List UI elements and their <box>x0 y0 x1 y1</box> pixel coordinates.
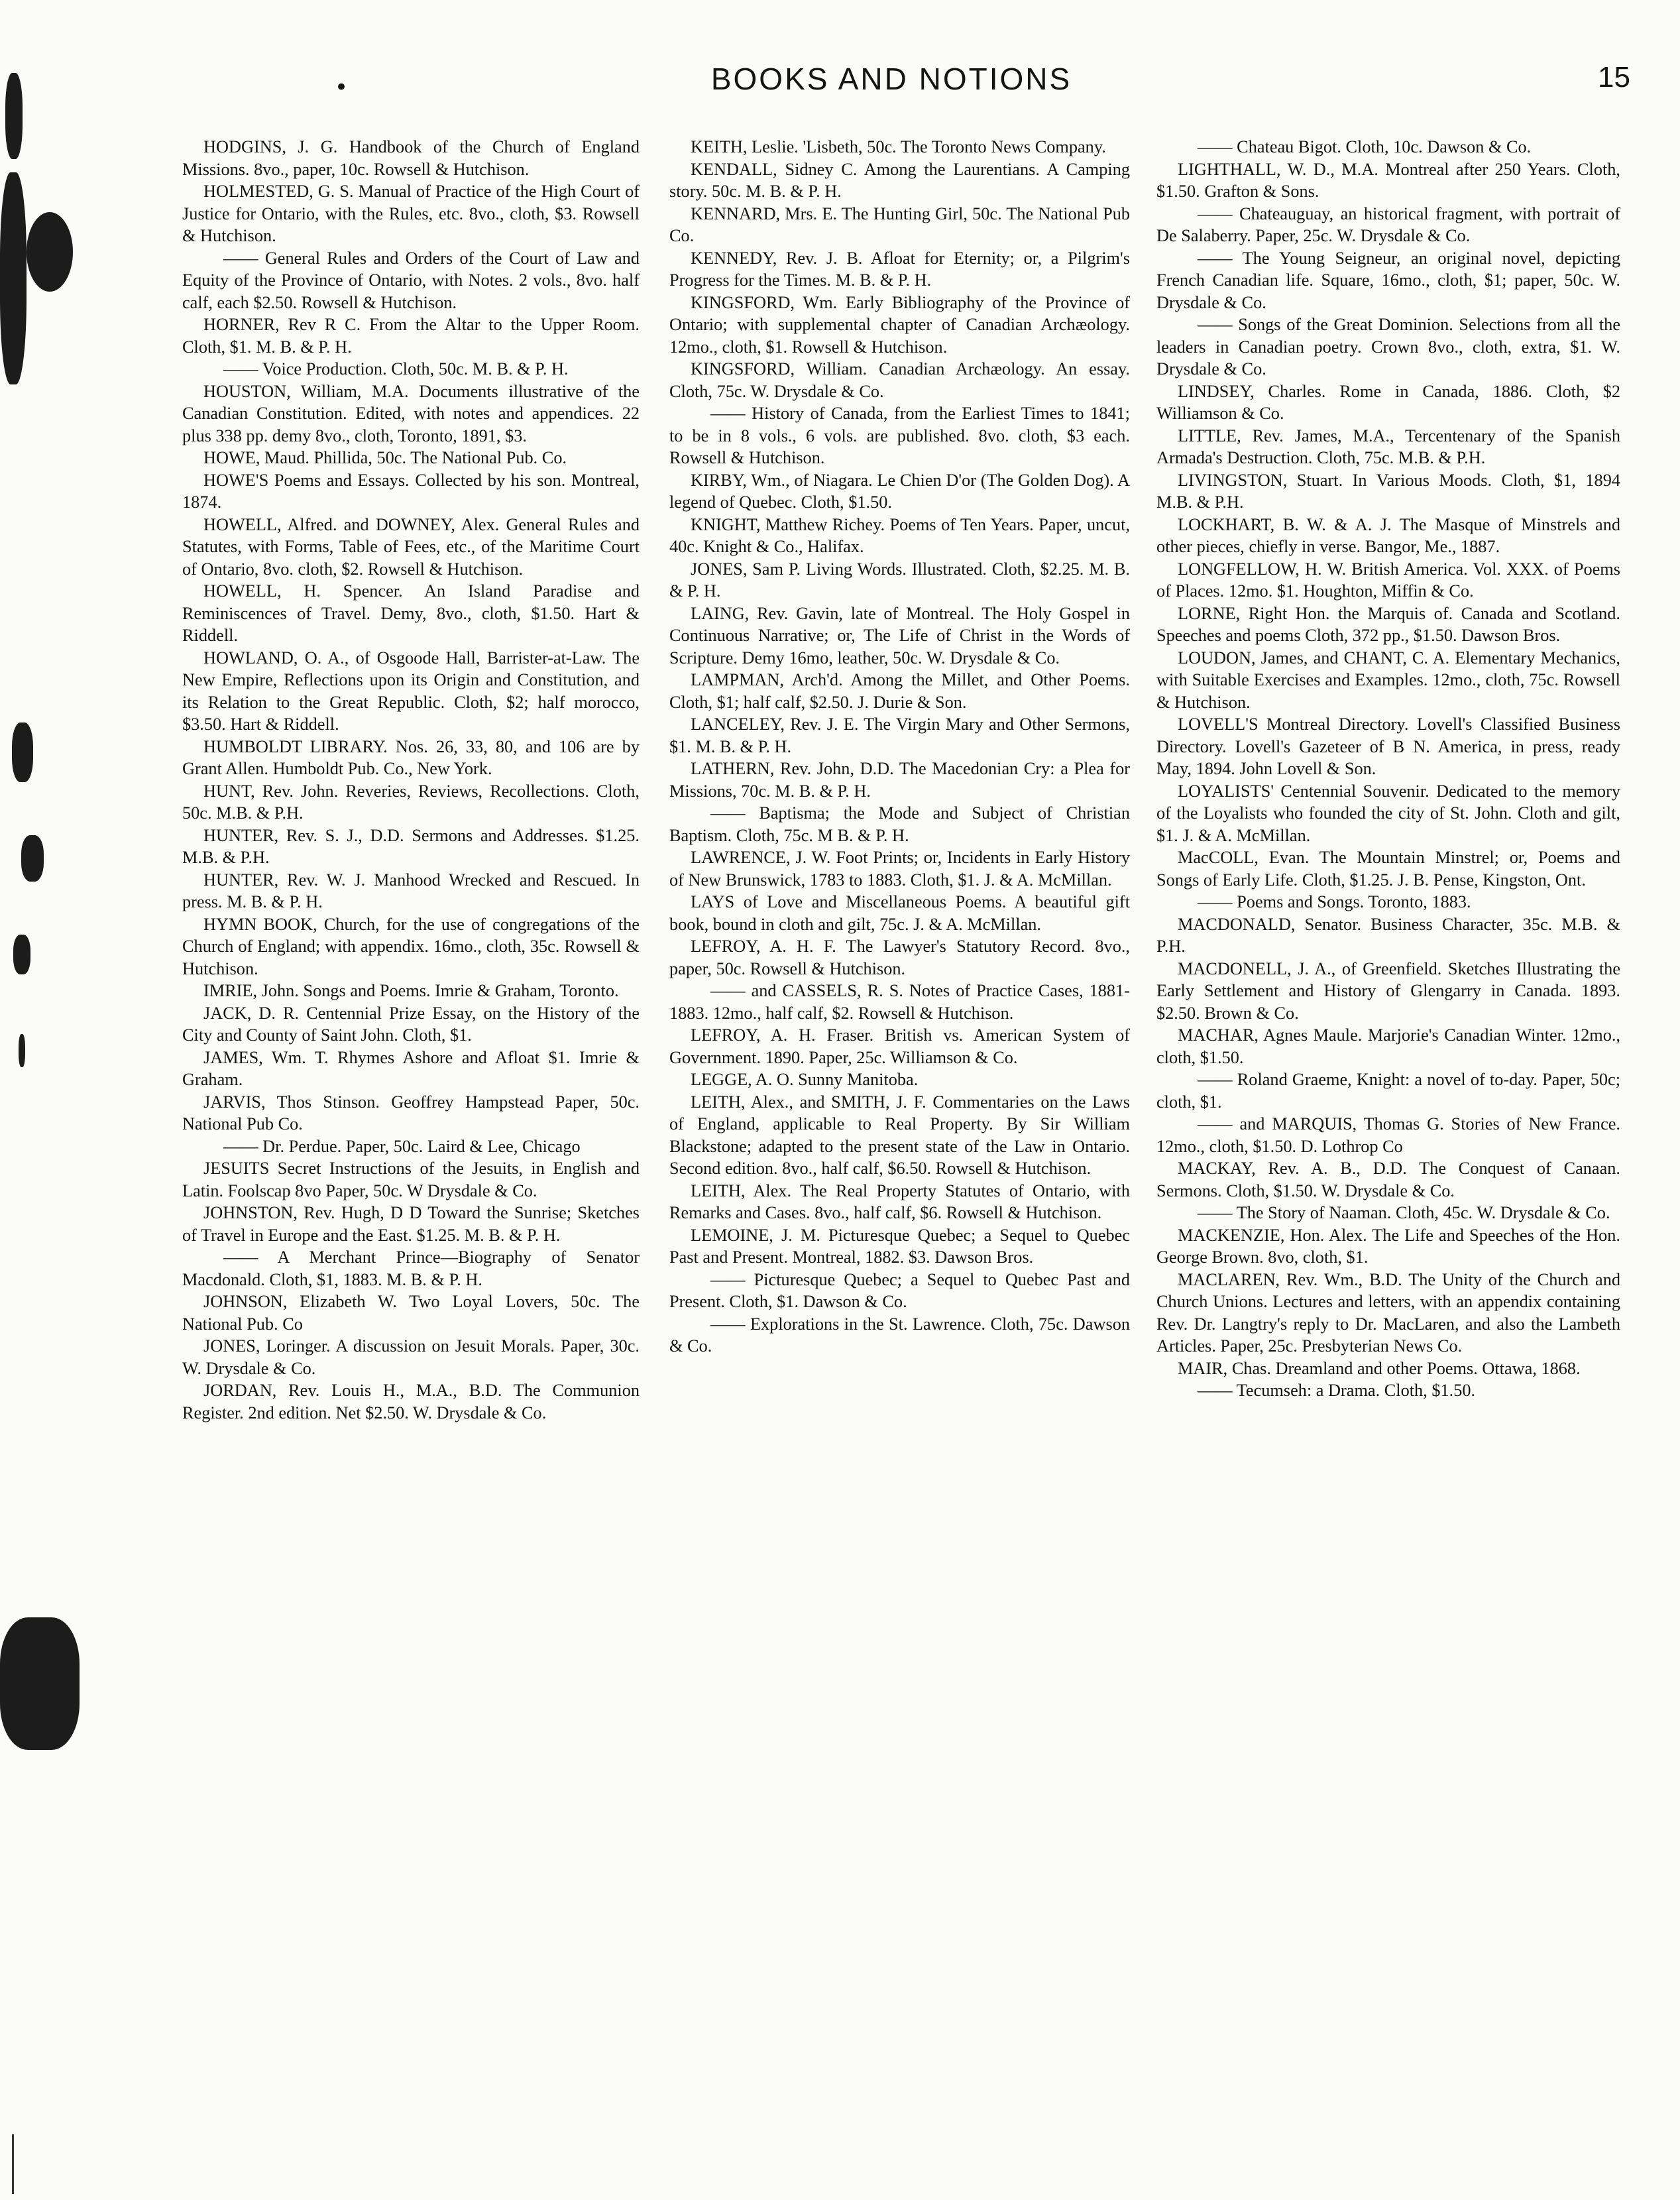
catalog-entry: —— The Young Seigneur, an original novel, depicting French Canadian life. Square, 16mo., cloth, $1; paper, 50c. W. Drysdale & Co. <box>1156 248 1620 312</box>
running-title: BOOKS AND NOTIONS <box>710 62 1072 96</box>
catalog-entry: LATHERN, Rev. John, D.D. The Macedonian Cry: a Plea for Missions, 70c. M. B. & P. H. <box>669 759 1130 801</box>
catalog-entry: LEGGE, A. O. Sunny Manitoba. <box>691 1070 919 1089</box>
catalog-entry: JONES, Sam P. Living Words. Illustrated. Cloth, $2.25. M. B. & P. H. <box>669 559 1130 601</box>
catalog-entry: —— The Story of Naaman. Cloth, 45c. W. Drysdale & Co. <box>1198 1203 1610 1222</box>
catalog-entry: —— Roland Graeme, Knight: a novel of to-day. Paper, 50c; cloth, $1. <box>1156 1070 1620 1112</box>
column-2 <box>669 136 1130 2164</box>
catalog-entry: LIGHTHALL, W. D., M.A. Montreal after 250 Years. Cloth, $1.50. Grafton & Sons. <box>1156 159 1620 201</box>
catalog-entry: —— History of Canada, from the Earliest Times to 1841; to be in 8 vols., 6 vols. are published. 8vo. cloth, $3 each. Rowsell & Hutchison. <box>669 404 1130 467</box>
catalog-entry: —— A Merchant Prince—Biography of Senator Macdonald. Cloth, $1, 1883. M. B. & P. H. <box>182 1247 640 1289</box>
catalog-entry: —— Explorations in the St. Lawrence. Cloth, 75c. Dawson & Co. <box>669 1314 1130 1356</box>
catalog-entry: KEITH, Leslie. 'Lisbeth, 50c. The Toronto News Company. <box>691 137 1106 156</box>
catalog-entry: LANCELEY, Rev. J. E. The Virgin Mary and Other Sermons, $1. M. B. & P. H. <box>669 715 1130 756</box>
catalog-entry: LEMOINE, J. M. Picturesque Quebec; a Sequel to Quebec Past and Present. Montreal, 1882. $3. Dawson Bros. <box>669 1225 1130 1267</box>
catalog-entry: JORDAN, Rev. Louis H., M.A., B.D. The Communion Register. 2nd edition. Net $2.50. W. Drysdale & Co. <box>182 1381 640 1422</box>
catalog-entry: JOHNSON, Elizabeth W. Two Loyal Lovers, 50c. The National Pub. Co <box>182 1292 640 1334</box>
catalog-entry: MACDONELL, J. A., of Greenfield. Sketches Illustrating the Early Settlement and History of Glengarry in Canada. 1893. $2.50. Brown & Co. <box>1156 958 1620 1023</box>
catalog-entry: HOUSTON, William, M.A. Documents illustrative of the Canadian Constitution. Edited, with notes and appendices. 22 plus 338 pp. demy 8vo., cloth, Toronto, 1891, $3. <box>182 381 640 445</box>
catalog-entry: HOLMESTED, G. S. Manual of Practice of the High Court of Justice for Ontario, with the Rules, etc. 8vo., cloth, $3. Rowsell & Hutchison. <box>182 182 640 245</box>
catalog-entry: LOUDON, James, and CHANT, C. A. Elementary Mechanics, with Suitable Exercises and Examples. 12mo., cloth, 75c. Rowsell & Hutchison. <box>1156 648 1620 712</box>
catalog-entry: HORNER, Rev R C. From the Altar to the Upper Room. Cloth, $1. M. B. & P. H. <box>182 315 640 357</box>
catalog-entry: LAWRENCE, J. W. Foot Prints; or, Incidents in Early History of New Brunswick, 1783 to 1883. Cloth, $1. J. & A. McMillan. <box>669 848 1130 890</box>
catalog-entry: KENNEDY, Rev. J. B. Afloat for Eternity; or, a Pilgrim's Progress for the Times. M. B. & P. H. <box>669 248 1130 290</box>
catalog-entry: LORNE, Right Hon. the Marquis of. Canada and Scotland. Speeches and poems Cloth, 372 pp., $1.50. Dawson Bros. <box>1156 603 1620 645</box>
catalog-entry: HODGINS, J. G. Handbook of the Church of England Missions. 8vo., paper, 10c. Rowsell & Hutchison. <box>182 137 640 179</box>
catalog-entry: KENNARD, Mrs. E. The Hunting Girl, 50c. The National Pub Co. <box>669 203 1130 245</box>
catalog-entry: MACDONALD, Senator. Business Character, 35c. M.B. & P.H. <box>1156 914 1620 956</box>
catalog-entry: —— Chateau Bigot. Cloth, 10c. Dawson & Co. <box>1198 137 1532 156</box>
catalog-entry: HOWELL, Alfred. and DOWNEY, Alex. General Rules and Statutes, with Forms, Table of Fees, etc., of the Maritime Court of Ontario, 8vo. cloth, $2. Rowsell & Hutchison. <box>182 514 640 579</box>
catalog-entry: —— General Rules and Orders of the Court of Law and Equity of the Province of Ontario, with Notes. 2 vols., 8vo. half calf, each $2.50. Rowsell & Hutchison. <box>182 248 640 312</box>
catalog-entry: KNIGHT, Matthew Richey. Poems of Ten Years. Paper, uncut, 40c. Knight & Co., Halifax. <box>669 514 1130 556</box>
catalog-entry: LEITH, Alex., and SMITH, J. F. Commentaries on the Laws of England, applicable to Real Property. By Sir William Blackstone; adapted to the present state of the Law in Ontario. Second edition. 8vo., half calf, $6.50. Rowsell & Hutchison. <box>669 1092 1130 1178</box>
catalog-entry: HOWE, Maud. Phillida, 50c. The National Pub. Co. <box>203 448 567 467</box>
catalog-entry: IMRIE, John. Songs and Poems. Imrie & Graham, Toronto. <box>203 981 619 1000</box>
catalog-entry: LOYALISTS' Centennial Souvenir. Dedicated to the memory of the Loyalists who founded the city of St. John. Cloth and gilt, $1. J. & A. McMillan. <box>1156 781 1620 845</box>
catalog-entry: —— Voice Production. Cloth, 50c. M. B. & P. H. <box>223 359 569 378</box>
catalog-entry: LEFROY, A. H. F. The Lawyer's Statutory Record. 8vo., paper, 50c. Rowsell & Hutchison. <box>669 937 1130 978</box>
catalog-entry: —— Dr. Perdue. Paper, 50c. Laird & Lee, Chicago <box>223 1136 581 1156</box>
printer-dot: • <box>335 74 349 101</box>
catalog-entry: HYMN BOOK, Church, for the use of congregations of the Church of England; with appendix. 16mo., cloth, 35c. Rowsell & Hutchison. <box>182 914 640 978</box>
catalog-entry: LITTLE, Rev. James, M.A., Tercentenary of the Spanish Armada's Destruction. Cloth, 75c. M.B. & P.H. <box>1156 426 1620 467</box>
catalog-entry: KENDALL, Sidney C. Among the Laurentians. A Camping story. 50c. M. B. & P. H. <box>669 159 1130 201</box>
catalog-entry: MACHAR, Agnes Maule. Marjorie's Canadian Winter. 12mo., cloth, $1.50. <box>1156 1025 1620 1067</box>
column-3 <box>1156 136 1620 2164</box>
page-number: 15 <box>1598 61 1630 93</box>
catalog-entry: MACKENZIE, Hon. Alex. The Life and Speeches of the Hon. George Brown. 8vo, cloth, $1. <box>1156 1225 1620 1267</box>
catalog-entry: LEITH, Alex. The Real Property Statutes of Ontario, with Remarks and Cases. 8vo., half calf, $6. Rowsell & Hutchison. <box>669 1181 1130 1222</box>
catalog-entry: LOVELL'S Montreal Directory. Lovell's Classified Business Directory. Lovell's Gazeteer of B N. America, in press, ready May, 1894. John Lovell & Son. <box>1156 715 1620 778</box>
catalog-entry: HUNTER, Rev. S. J., D.D. Sermons and Addresses. $1.25. M.B. & P.H. <box>182 825 640 867</box>
catalog-entry: HUNT, Rev. John. Reveries, Reviews, Recollections. Cloth, 50c. M.B. & P.H. <box>182 781 640 823</box>
catalog-entry: LINDSEY, Charles. Rome in Canada, 1886. Cloth, $2 Williamson & Co. <box>1156 381 1620 423</box>
catalog-entry: JACK, D. R. Centennial Prize Essay, on the History of the City and County of Saint John. Cloth, $1. <box>182 1003 640 1045</box>
catalog-entry: KIRBY, Wm., of Niagara. Le Chien D'or (The Golden Dog). A legend of Quebec. Cloth, $1.50. <box>669 470 1130 512</box>
catalog-entry: HUMBOLDT LIBRARY. Nos. 26, 33, 80, and 106 are by Grant Allen. Humboldt Pub. Co., New York. <box>182 736 640 778</box>
catalog-entry: MAIR, Chas. Dreamland and other Poems. Ottawa, 1868. <box>1178 1358 1581 1378</box>
catalog-entry: —— and MARQUIS, Thomas G. Stories of New France. 12mo., cloth, $1.50. D. Lothrop Co <box>1156 1114 1620 1156</box>
catalog-entry: JONES, Loringer. A discussion on Jesuit Morals. Paper, 30c. W. Drysdale & Co. <box>182 1336 640 1378</box>
catalog-entry: LAYS of Love and Miscellaneous Poems. A beautiful gift book, bound in cloth and gilt, 75c. J. & A. McMillan. <box>669 892 1130 934</box>
column-1 <box>182 136 640 2164</box>
catalog-entry: JAMES, Wm. T. Rhymes Ashore and Afloat $1. Imrie & Graham. <box>182 1047 640 1089</box>
catalog-entry: LIVINGSTON, Stuart. In Various Moods. Cloth, $1, 1894 M.B. & P.H. <box>1156 470 1620 512</box>
catalog-entry: MACKAY, Rev. A. B., D.D. The Conquest of Canaan. Sermons. Cloth, $1.50. W. Drysdale & Co. <box>1156 1159 1620 1200</box>
catalog-entry: —— Chateauguay, an historical fragment, with portrait of De Salaberry. Paper, 25c. W. Drysdale & Co. <box>1156 203 1620 245</box>
catalog-entry: LAMPMAN, Arch'd. Among the Millet, and Other Poems. Cloth, $1; half calf, $2.50. J. Durie & Son. <box>669 670 1130 712</box>
catalog-entry: KINGSFORD, William. Canadian Archæology. An essay. Cloth, 75c. W. Drysdale & Co. <box>669 359 1130 401</box>
catalog-entry: —— Baptisma; the Mode and Subject of Christian Baptism. Cloth, 75c. M B. & P. H. <box>669 803 1130 845</box>
catalog-entry: —— Picturesque Quebec; a Sequel to Quebec Past and Present. Cloth, $1. Dawson & Co. <box>669 1269 1130 1311</box>
catalog-entry: LOCKHART, B. W. & A. J. The Masque of Minstrels and other pieces, chiefly in verse. Bangor, Me., 1887. <box>1156 514 1620 556</box>
catalog-entry: JARVIS, Thos Stinson. Geoffrey Hampstead Paper, 50c. National Pub Co. <box>182 1092 640 1133</box>
catalog-entry: HOWELL, H. Spencer. An Island Paradise and Reminiscences of Travel. Demy, 8vo., cloth, $1.50. Hart & Riddell. <box>182 581 640 645</box>
catalog-entry: —— Songs of the Great Dominion. Selections from all the leaders in Canadian poetry. Crown 8vo., cloth, extra, $1. W. Drysdale & Co. <box>1156 315 1620 378</box>
catalog-entry: HUNTER, Rev. W. J. Manhood Wrecked and Rescued. In press. M. B. & P. H. <box>182 870 640 911</box>
catalog-entry: MacCOLL, Evan. The Mountain Minstrel; or, Poems and Songs of Early Life. Cloth, $1.25. J. B. Pense, Kingston, Ont. <box>1156 848 1620 890</box>
catalog-entry: KINGSFORD, Wm. Early Bibliography of the Province of Ontario; with supplemental chapter of Canadian Archæology. 12mo., cloth, $1. Rowsell & Hutchison. <box>669 292 1130 357</box>
catalog-entry: —— Tecumseh: a Drama. Cloth, $1.50. <box>1198 1381 1476 1400</box>
catalog-entry: JOHNSTON, Rev. Hugh, D D Toward the Sunrise; Sketches of Travel in Europe and the East. $1.25. M. B. & P. H. <box>182 1203 640 1245</box>
catalog-entry: LEFROY, A. H. Fraser. British vs. American System of Government. 1890. Paper, 25c. Williamson & Co. <box>669 1025 1130 1067</box>
catalog-entry: HOWE'S Poems and Essays. Collected by his son. Montreal, 1874. <box>182 470 640 512</box>
catalog-entry: —— and CASSELS, R. S. Notes of Practice Cases, 1881-1883. 12mo., half calf, $2. Rowsell & Hutchison. <box>669 981 1130 1023</box>
catalog-entry: LAING, Rev. Gavin, late of Montreal. The Holy Gospel in Continuous Narrative; or, The Life of Christ in the Words of Scripture. Demy 16mo, leather, 50c. W. Drysdale & Co. <box>669 603 1130 667</box>
catalog-entry: MACLAREN, Rev. Wm., B.D. The Unity of the Church and Church Unions. Lectures and letters, with an appendix containing Rev. Dr. Langtry's reply to Dr. MacLaren, and also the Lambeth Articles. Paper, 25c. Presbyterian News Co. <box>1156 1269 1620 1356</box>
catalog-entry: HOWLAND, O. A., of Osgoode Hall, Barrister-at-Law. The New Empire, Reflections upon its Origin and Constitution, and its Relation to the Great Republic. Cloth, $2; half morocco, $3.50. Hart & Riddell. <box>182 648 640 734</box>
catalog-entry: JESUITS Secret Instructions of the Jesuits, in English and Latin. Foolscap 8vo Paper, 50c. W Drysdale & Co. <box>182 1159 640 1200</box>
catalog-entry: —— Poems and Songs. Toronto, 1883. <box>1198 892 1471 911</box>
catalog-entry: LONGFELLOW, H. W. British America. Vol. XXX. of Poems of Places. 12mo. $1. Houghton, Miffin & Co. <box>1156 559 1620 601</box>
